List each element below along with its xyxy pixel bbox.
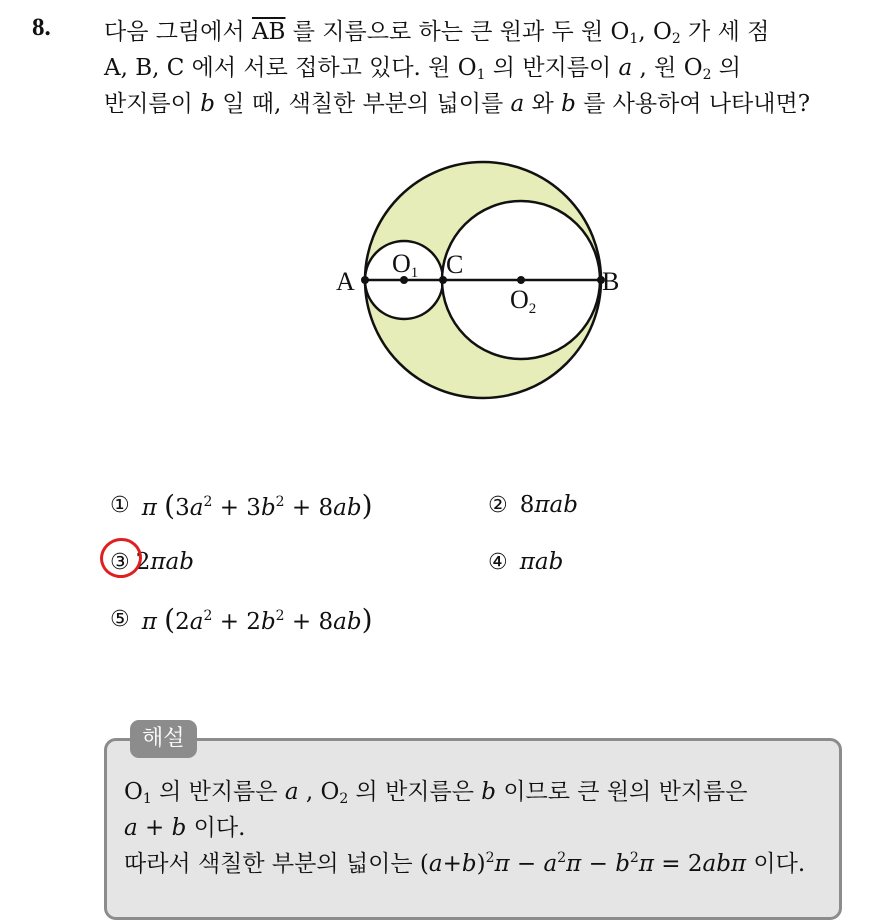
- choice-5[interactable]: [110, 602, 373, 636]
- choice-3-number: ③: [110, 549, 130, 575]
- question-line-1: 다음 그림에서 $\overline{AB}$ 를 지름으로 하는 큰 원과 두 원 $O_1$, $O_2$ 가 세 점: [104, 19, 770, 47]
- solution-line-1: $O_1$ 의 반지름은 a , $O_2$ 의 반지름은 b 이므로 큰 원의 반지름은: [124, 779, 748, 807]
- solution-tag: 해설: [130, 720, 197, 758]
- choice-2-expression: 8πab: [519, 492, 578, 518]
- choice-2[interactable]: [488, 488, 578, 522]
- choice-3-expression: 2πab: [135, 549, 194, 575]
- choice-1-expression: π $(3a^2 + 3b^2 + 8ab)$: [141, 488, 373, 522]
- choice-5-number: ⑤: [110, 606, 130, 632]
- solution-line-2: a + b 이다.: [124, 815, 246, 841]
- question-text: [104, 14, 864, 122]
- solution-text: [124, 774, 836, 882]
- solution-line-3: 따라서 색칠한 부분의 넓이는 $(a+b)^2\pi - a^2\pi - b^2\pi = 2ab\pi$ 이다.: [124, 850, 806, 877]
- label-o2: O2: [510, 285, 537, 317]
- question-line-3: 반지름이 b 일 때, 색칠한 부분의 넓이를 a 와 b 를 사용하여 나타내면?: [104, 91, 811, 117]
- label-b: B: [602, 267, 620, 296]
- question-number: 8.: [32, 14, 51, 41]
- choice-2-number: ②: [488, 492, 508, 518]
- choice-1-number: ①: [110, 492, 130, 518]
- label-a: A: [336, 267, 355, 296]
- circle-figure: [330, 160, 630, 410]
- point-a: [361, 276, 369, 284]
- choice-1[interactable]: [110, 488, 373, 522]
- label-c: C: [446, 250, 464, 279]
- choice-4-number: ④: [488, 549, 508, 575]
- label-o1: O1: [392, 249, 419, 281]
- point-o2: [517, 276, 525, 284]
- segment-ab: $\overline{AB}$: [251, 19, 286, 45]
- choice-4-expression: πab: [519, 549, 564, 575]
- choice-4[interactable]: [488, 545, 563, 579]
- question-line-2: A, B, C 에서 서로 접하고 있다. 원 $O_1$ 의 반지름이 a , 원 $O_2$ 의: [104, 55, 742, 83]
- choice-5-expression: π $(2a^2 + 2b^2 + 8ab)$: [141, 602, 373, 636]
